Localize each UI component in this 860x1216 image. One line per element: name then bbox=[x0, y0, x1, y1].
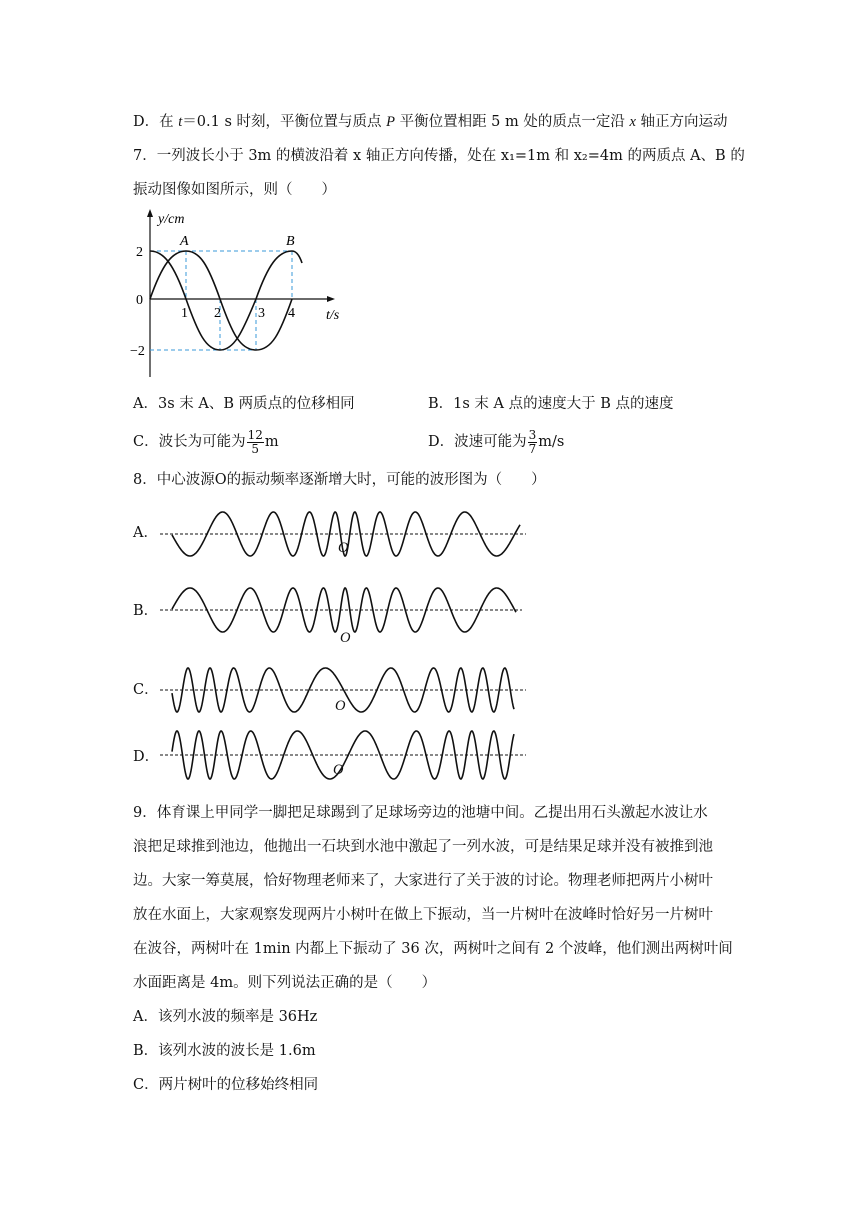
point-b-label: B bbox=[286, 234, 295, 249]
x-tick-4: 4 bbox=[288, 306, 295, 321]
y-axis-arrow bbox=[147, 209, 153, 217]
q7-option-a: A．3s 末 A、B 两质点的位移相同 bbox=[133, 396, 355, 412]
q8-option-c-label: C． bbox=[133, 682, 159, 698]
q8-option-a-label: A． bbox=[133, 525, 158, 541]
origin-label-c: O bbox=[335, 698, 346, 714]
unit: m bbox=[264, 434, 279, 450]
point-a-label: A bbox=[180, 234, 189, 249]
q7-vibration-graph bbox=[130, 207, 350, 382]
q7-stem-line1: 7．一列波长小于 3m 的横波沿着 x 轴正方向传播，处在 x₁=1m 和 x₂=4m 的两质点 A、B 的 bbox=[133, 148, 745, 164]
fraction-denominator: 7 bbox=[528, 441, 537, 456]
q8-option-d-label: D． bbox=[133, 749, 160, 765]
q7-stem-line2: 振动图像如图所示，则（ ） bbox=[133, 182, 336, 198]
option-text: D．波速可能为 bbox=[428, 434, 527, 450]
var-p: P bbox=[386, 114, 395, 130]
q9-option-a: A．该列水波的频率是 36Hz bbox=[133, 1009, 318, 1025]
q9-stem-line1: 9．体育课上甲同学一脚把足球踢到了足球场旁边的池塘中间。乙提出用石头激起水波让水 bbox=[133, 805, 708, 821]
origin-label-a: O bbox=[338, 540, 349, 556]
option-letter: D． bbox=[133, 114, 160, 130]
q9-option-c: C．两片树叶的位移始终相同 bbox=[133, 1077, 319, 1093]
option-text: ＝0.1 s 时刻，平衡位置与质点 bbox=[182, 114, 387, 130]
y-tick-2: 2 bbox=[136, 245, 143, 260]
wave-option-a bbox=[160, 506, 530, 566]
q9-stem-line2: 浪把足球推到池边，他抛出一石块到水池中激起了一列水波，可是结果足球并没有被推到池 bbox=[133, 839, 713, 855]
fraction-numerator: 3 bbox=[528, 427, 537, 442]
origin-label-d: O bbox=[333, 762, 344, 778]
wave-option-d bbox=[160, 728, 530, 788]
unit: m/s bbox=[538, 434, 565, 450]
q9-stem-line5: 在波谷，两树叶在 1min 内都上下振动了 36 次，两树叶之间有 2 个波峰，他们测出两树叶间 bbox=[133, 941, 733, 957]
fraction-denominator: 5 bbox=[251, 441, 260, 456]
q9-stem-line3: 边。大家一筹莫展，恰好物理老师来了，大家进行了关于波的讨论。物理老师把两片小树叶 bbox=[133, 873, 713, 889]
q6-option-d bbox=[133, 112, 728, 132]
q7-option-b: B．1s 末 A 点的速度大于 B 点的速度 bbox=[428, 396, 674, 412]
fraction-12-5 bbox=[247, 429, 264, 456]
x-axis-arrow bbox=[327, 296, 335, 302]
fraction-3-7 bbox=[528, 429, 538, 456]
option-text: 平衡位置相距 5 m 处的质点一定沿 bbox=[394, 114, 630, 130]
option-text: 轴正方向运动 bbox=[635, 114, 728, 130]
q7-option-d bbox=[428, 425, 564, 459]
option-text: 在 bbox=[159, 114, 179, 130]
fraction-numerator: 12 bbox=[247, 427, 263, 442]
curve-b bbox=[150, 251, 302, 350]
y-axis-label: y/cm bbox=[158, 212, 185, 227]
y-tick-0: 0 bbox=[136, 293, 143, 308]
x-tick-3: 3 bbox=[258, 306, 265, 321]
origin-label-b: O bbox=[340, 630, 351, 646]
option-text: C．波长为可能为 bbox=[133, 434, 246, 450]
x-axis-label: t/s bbox=[326, 308, 340, 323]
var-x: x bbox=[629, 114, 636, 130]
y-tick-neg2: −2 bbox=[130, 344, 145, 359]
q8-option-b-label: B． bbox=[133, 603, 159, 619]
q9-option-b: B．该列水波的波长是 1.6m bbox=[133, 1043, 316, 1059]
q9-stem-line4: 放在水面上，大家观察发现两片小树叶在做上下振动，当一片树叶在波峰时恰好另一片树叶 bbox=[133, 907, 713, 923]
q8-stem: 8．中心波源O的振动频率逐渐增大时，可能的波形图为（ ） bbox=[133, 472, 546, 488]
x-tick-1: 1 bbox=[181, 306, 188, 321]
waveform bbox=[172, 588, 516, 632]
x-tick-2: 2 bbox=[214, 306, 221, 321]
var-t: t bbox=[178, 114, 183, 130]
q9-stem-line6: 水面距离是 4m。则下列说法正确的是（ ） bbox=[133, 975, 437, 991]
q7-option-c bbox=[133, 425, 279, 459]
